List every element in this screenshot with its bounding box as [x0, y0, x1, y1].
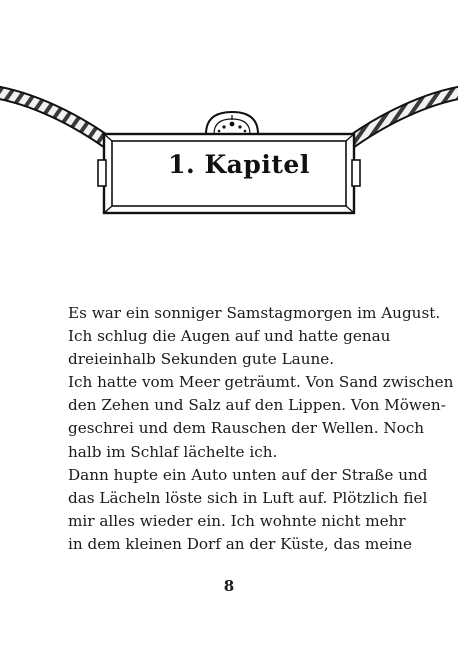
text-line: Es war ein sonniger Samstagmorgen im August. [68, 304, 441, 322]
text-line: Ich hatte vom Meer geträumt. Von Sand zwischen [68, 373, 454, 392]
text-line: in dem kleinen Dorf an der Küste, das meine [68, 534, 412, 553]
text-line: den Zehen und Salz auf den Lippen. Von Möwen- [68, 396, 446, 415]
chapter-sign-illustration [0, 60, 458, 230]
chapter-title: 1. Kapitel [168, 150, 310, 179]
text-line: geschrei und dem Rauschen der Wellen. Noch [68, 419, 425, 438]
text-line: Ich schlug die Augen auf und hatte genau [68, 327, 391, 346]
text-line: mir alles wieder ein. Ich wohnte nicht mehr [68, 511, 406, 530]
text-line: das Lächeln löste sich in Luft auf. Plötzlich fiel [68, 488, 428, 507]
text-line: halb im Schlaf lächelte ich. [68, 442, 278, 461]
sign-ornament [206, 112, 258, 134]
text-line: Dann hupte ein Auto unten auf der Straße und [68, 465, 428, 484]
right-rope [340, 92, 458, 150]
page-number: 8 [223, 577, 235, 595]
text-line: dreieinhalb Sekunden gute Laune. [68, 350, 335, 369]
body-text [68, 302, 454, 556]
left-rope [0, 92, 118, 150]
